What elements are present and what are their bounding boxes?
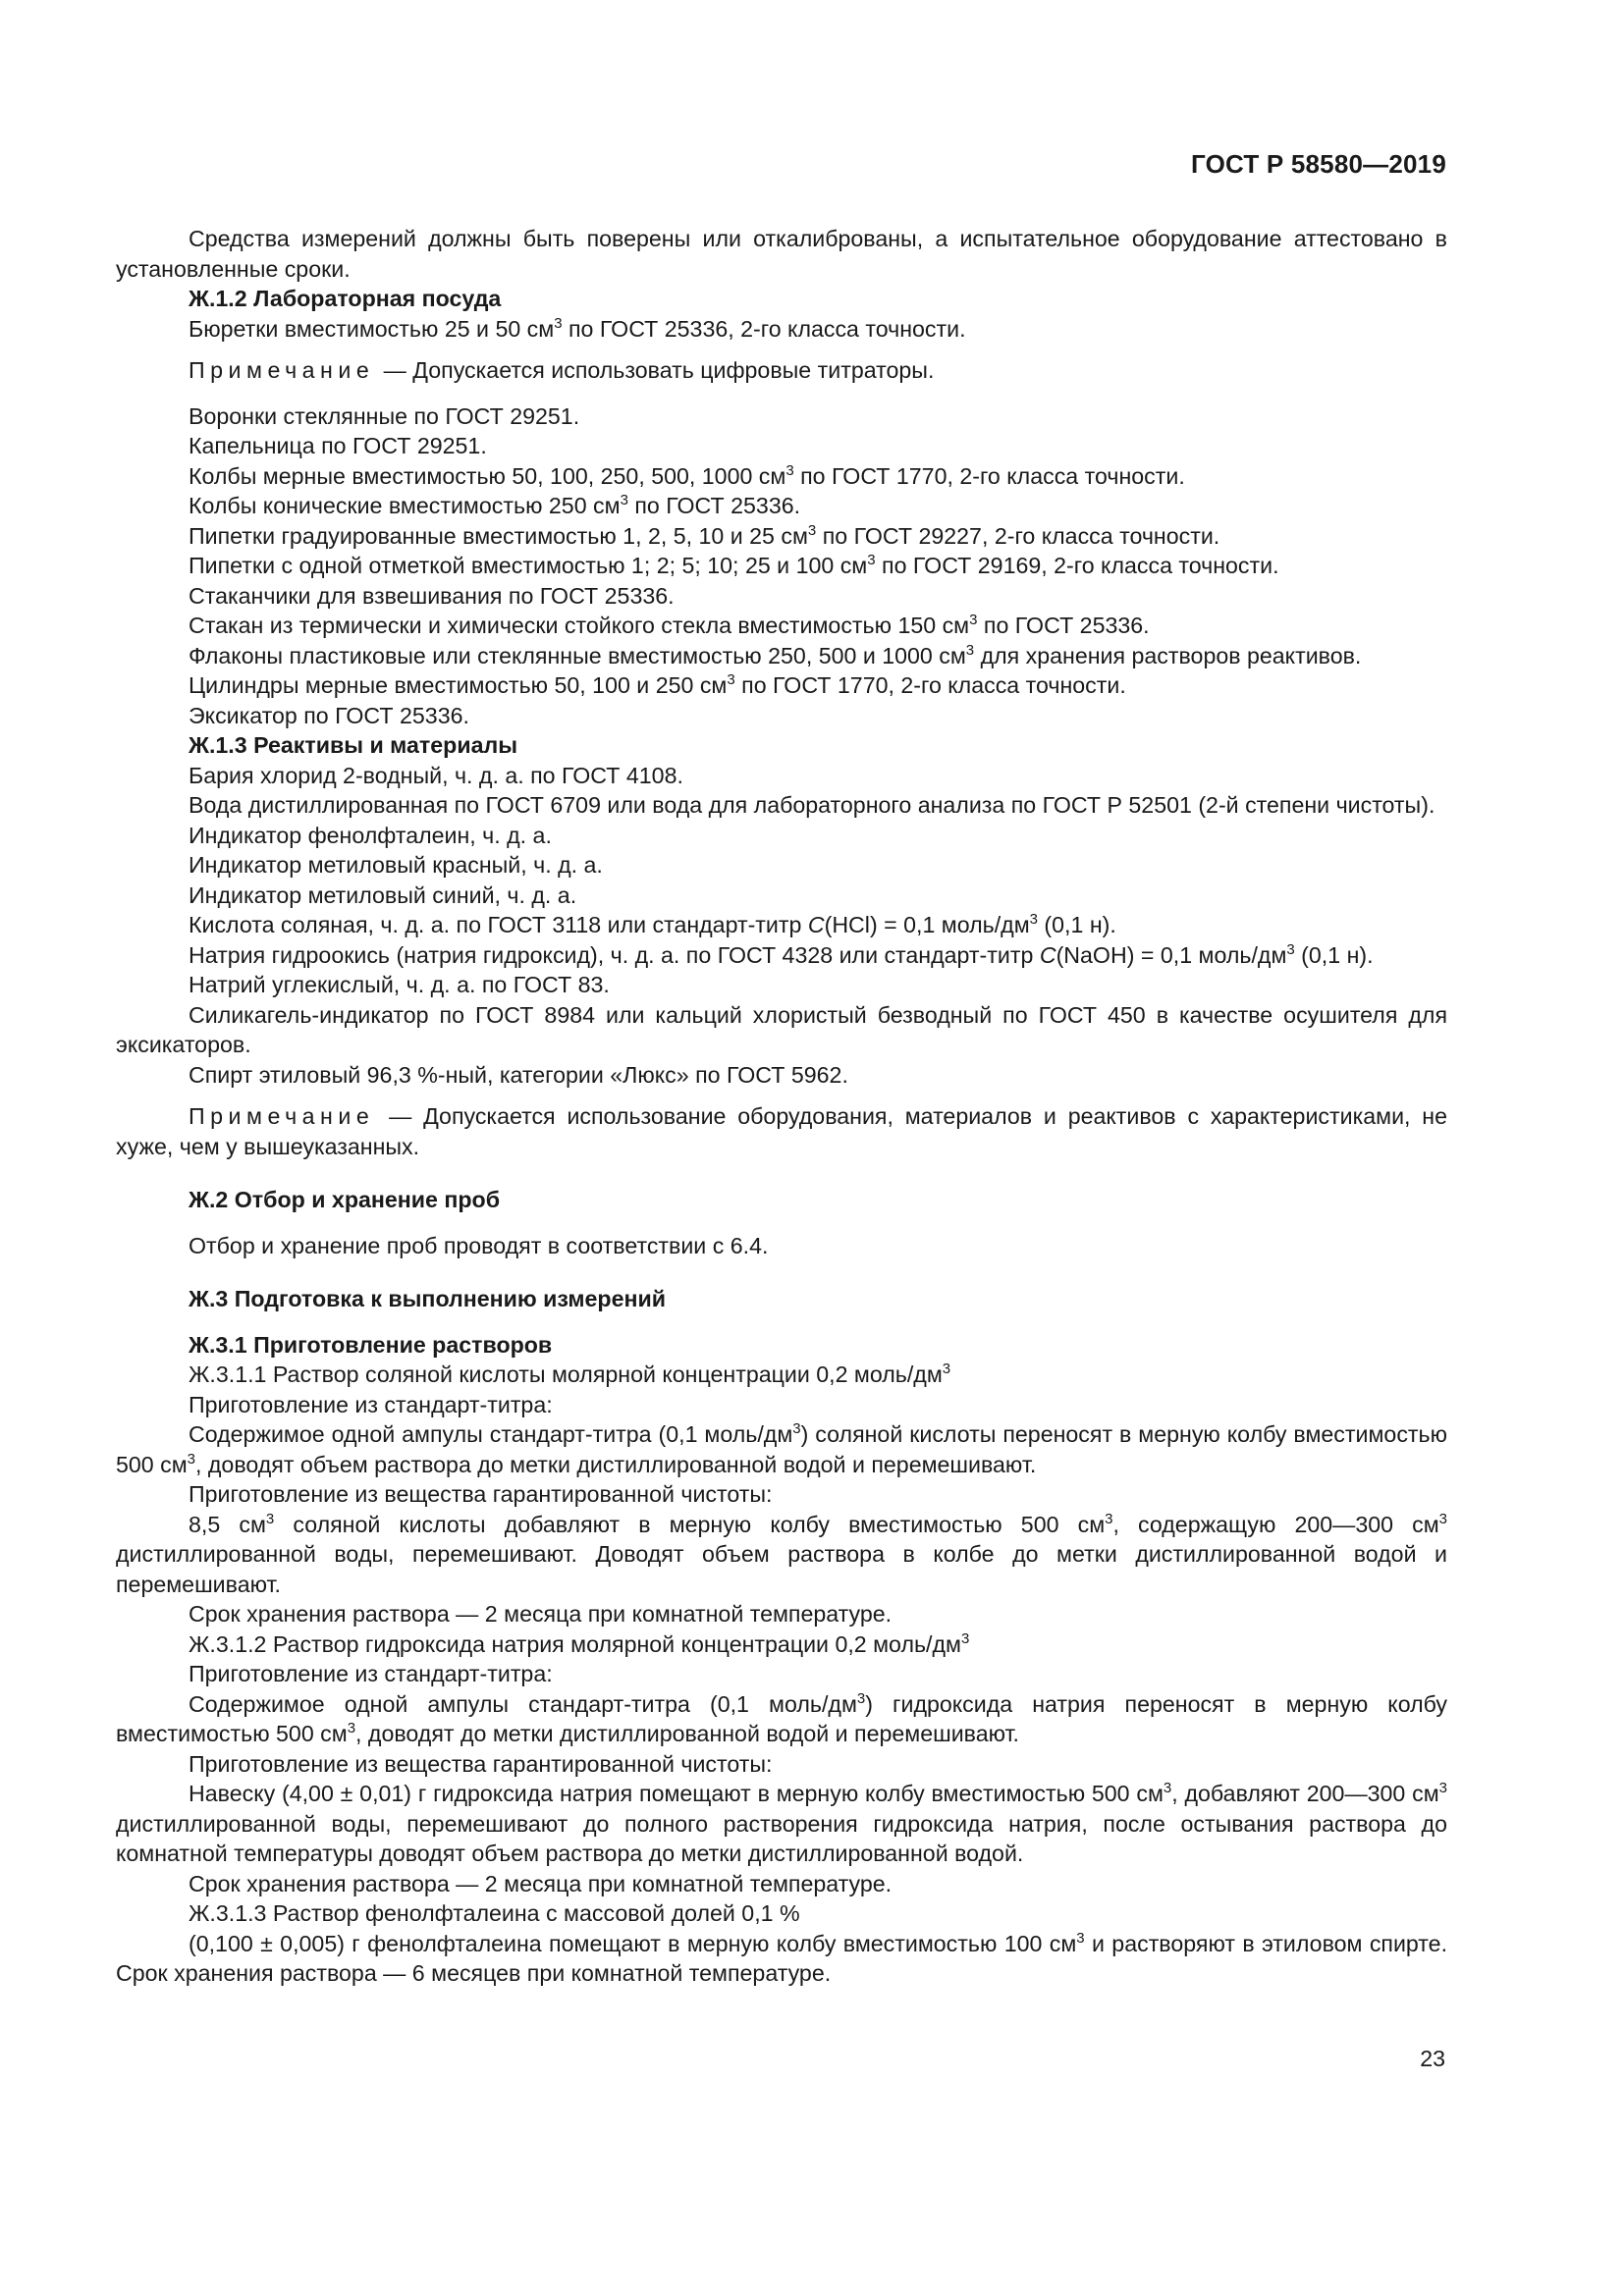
item-phenolphthalein: Индикатор фенолфталеин, ч. д. а. [189,822,552,848]
paragraph-pure-substance-1: 8,5 $см^3$ соляной кислоты добавляют в мерную колбу вместимостью 500 $см^3$, содержащую 200—300 $см^3$ дистиллированной воды, перемешивают. Доводят объем раствора в колбе до метки дистиллированной водой и перемешивают. [116,1510,1447,1597]
item-funnels: Воронки стеклянные по ГОСТ 29251. [189,402,580,429]
note-equivalent-materials: Примечание — Допускается использование оборудования, материалов и реактивов с характеристиками, не хуже, чем у вышеуказанных. [116,1103,1447,1159]
paragraph-prep-standard-1: Приготовление из стандарт-титра: [189,1391,553,1417]
section-heading-reagents: Ж.1.3 Реактивы и материалы [189,732,518,758]
paragraph-prep-pure-2: Приготовление из вещества гарантированной чистоты: [189,1750,773,1777]
item-methyl-red: Индикатор метиловый красный, ч. д. а. [189,852,603,878]
subsection-naoh-solution: Ж.3.1.2 Раствор гидроксида натрия молярной концентрации 0,2 моль/$дм^3$ [189,1629,970,1657]
item-desiccator: Эксикатор по ГОСТ 25336. [189,702,469,728]
section-heading-sampling: Ж.2 Отбор и хранение проб [189,1187,501,1212]
item-volumetric-flasks: Колбы мерные вместимостью 50, 100, 250, 500, 1000 $см^3$ по ГОСТ 1770, 2-го класса точности. [189,461,1185,489]
paragraph-calibration: Средства измерений должны быть поверены или откалиброваны, а испытательное оборудование аттестовано в установленные сроки. [116,226,1447,282]
item-barium-chloride: Бария хлорид 2-водный, ч. д. а. по ГОСТ 4108. [189,762,683,788]
subsection-phenolphthalein-solution: Ж.3.1.3 Раствор фенолфталеина с массовой долей 0,1 % [189,1900,800,1926]
item-conical-flasks: Колбы конические вместимостью 250 $см^3$ по ГОСТ 25336. [189,492,801,518]
item-methyl-blue: Индикатор метиловый синий, ч. д. а. [189,881,577,908]
item-cylinders: Цилиндры мерные вместимостью 50, 100 и 250 $см^3$ по ГОСТ 1770, 2-го класса точности. [189,671,1126,698]
item-weighing-cups: Стаканчики для взвешивания по ГОСТ 25336. [189,582,675,609]
section-heading-preparation: Ж.3 Подготовка к выполнению измерений [189,1286,666,1311]
subsection-hcl-solution: Ж.3.1.1 Раствор соляной кислоты молярной концентрации 0,2 моль/$дм^3$ [189,1361,951,1387]
paragraph-prep-standard-2: Приготовление из стандарт-титра: [189,1661,553,1686]
paragraph-storage-1: Срок хранения раствора — 2 месяца при комнатной температуре. [189,1601,893,1627]
item-sodium-hydroxide: Натрия гидроокись (натрия гидроксид), ч. д. а. по ГОСТ 4328 или стандарт-титр С(NaOH) = 0,1 моль/$дм^3$ (0,1 н). [189,940,1374,968]
paragraph-pure-substance-2: Навеску (4,00 ± 0,01) г гидроксида натрия помещают в мерную колбу вместимостью 500 $см^3$, добавляют 200—300 $см^3$ дистиллированной воды, перемешивают до полного растворения гидроксида натрия, после остывания раствора до комнатной температуры доводят объем раствора до метки дистиллированной водой. [116,1780,1447,1866]
document-header: ГОСТ Р 58580—2019 [1191,149,1446,179]
item-mark-pipettes: Пипетки с одной отметкой вместимостью 1; 2; 5; 10; 25 и 100 $см^3$ по ГОСТ 29169, 2-го класса точности. [189,552,1279,578]
item-distilled-water: Вода дистиллированная по ГОСТ 6709 или вода для лабораторного анализа по ГОСТ Р 52501 (2-й степени чистоты). [189,792,1435,818]
paragraph-sampling: Отбор и хранение проб проводят в соответствии с 6.4. [189,1232,769,1258]
note-label: Примечание [189,357,375,383]
page-number: 23 [1420,2046,1445,2071]
paragraph-storage-2: Срок хранения раствора — 2 месяца при комнатной температуре. [189,1870,893,1896]
paragraph-standard-titre-1: Содержимое одной ампулы стандарт-титра (0,1 моль/$дм^3$) соляной кислоты переносят в мерную колбу вместимостью 500 $см^3$, доводят объем раствора до метки дистиллированной водой и перемешивают. [116,1420,1447,1477]
item-burettes: Бюретки вместимостью 25 и 50 $см^3$ по ГОСТ 25336, 2-го класса точности. [189,314,966,342]
item-ethanol: Спирт этиловый 96,3 %-ный, категории «Люкс» по ГОСТ 5962. [189,1061,848,1088]
item-bottles: Флаконы пластиковые или стеклянные вместимостью 250, 500 и 1000 $см^3$ для хранения растворов реактивов. [189,641,1362,668]
section-heading-glassware: Ж.1.2 Лабораторная посуда [189,286,502,311]
paragraph-standard-titre-2: Содержимое одной ампулы стандарт-титра (0,1 моль/$дм^3$) гидроксида натрия переносят в мерную колбу вместимостью 500 $см^3$, доводят до метки дистиллированной водой и перемешивают. [116,1689,1447,1746]
note-label: Примечание [189,1103,375,1129]
paragraph-prep-pure-1: Приготовление из вещества гарантированной чистоты: [189,1481,773,1507]
item-sodium-carbonate: Натрий углекислый, ч. д. а. по ГОСТ 83. [189,972,610,997]
item-hydrochloric-acid: Кислота соляная, ч. д. а. по ГОСТ 3118 или стандарт-титр С(HCl) = 0,1 моль/$дм^3$ (0,1 н). [189,911,1116,937]
paragraph-phenolphthalein-prep: (0,100 ± 0,005) г фенолфталеина помещают в мерную колбу вместимостью 100 $см^3$ и растворяют в этиловом спирте. Срок хранения раствора — 6 месяцев при комнатной температуре. [116,1929,1448,1986]
item-graduated-pipettes: Пипетки градуированные вместимостью 1, 2, 5, 10 и 25 $см^3$ по ГОСТ 29227, 2-го класса точности. [189,521,1220,549]
subsection-heading-solutions: Ж.3.1 Приготовление растворов [189,1331,553,1358]
document-body [116,224,1447,1989]
item-silica-gel: Силикагель-индикатор по ГОСТ 8984 или кальций хлористый безводный по ГОСТ 450 в качестве осушителя для эксикаторов. [116,1001,1447,1057]
note-digital-titrators: Примечание — Допускается использовать цифровые титраторы. [189,357,935,383]
item-dropper: Капельница по ГОСТ 29251. [189,433,487,458]
item-beaker: Стакан из термически и химически стойкого стекла вместимостью 150 $см^3$ по ГОСТ 25336. [189,612,1150,638]
